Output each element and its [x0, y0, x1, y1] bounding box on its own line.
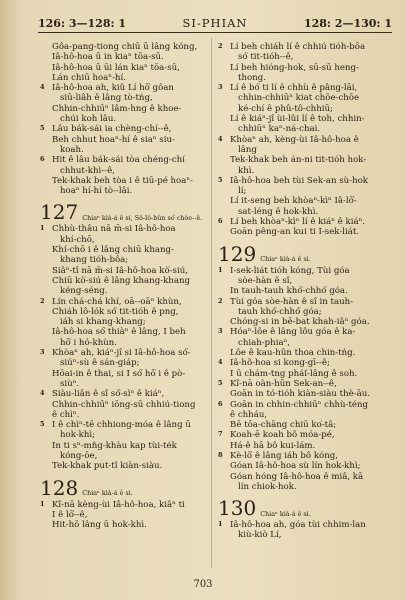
verse-line: Góan hóng Iâ-hô-hoa ê miâ, kā [230, 471, 364, 482]
verse [218, 135, 392, 176]
verse-line: tauh khó͘-chhó͘ góa; [238, 306, 322, 317]
hymn-tune-note: Chiaⁿ kià-á ê si, Sô-lô-bûn só͘ chòe--ê. [82, 213, 203, 222]
verse-line: koah. [60, 144, 84, 155]
verse [40, 297, 206, 348]
verse-line: siū-liâh ê lâng tò-tńg, [60, 93, 153, 104]
verse-number: 1 [40, 224, 45, 233]
verse [40, 83, 206, 124]
verse-number: 4 [218, 358, 223, 367]
verse-number: 5 [218, 175, 223, 184]
verse-line: Chiáh lô-lók só͘ tit-tióh ê png, [52, 306, 179, 317]
verse-line: Khòaⁿ ah, kiáⁿ-jî si Iâ-hô-hoa só͘- [52, 348, 191, 359]
verse-line: Koah-ē koah bô móa-pé, [230, 430, 335, 441]
verse-line: Chhin-chhiūⁿ lâm-hng ê khoe- [52, 103, 182, 114]
verse-number: 4 [40, 389, 45, 398]
verse-line: lâng [238, 144, 257, 155]
verse [218, 297, 392, 328]
verse-line: chhiūⁿ kaⁿ-ná-chai. [238, 124, 321, 135]
verse [218, 358, 392, 379]
verse-number: 1 [218, 265, 223, 274]
verse-line: Hit-hō lâng ū hok-khì. [52, 520, 147, 531]
verse-line: I ê lō͘--ê, [52, 509, 88, 520]
verse-line: Iâ-hô-hoa ah, kiû Lí hō͘ gôan [52, 83, 174, 94]
hymn-tune-note: Chiaⁿ kià-á ê si. [260, 255, 311, 264]
verse-line: chhin-chhiūⁿ kiat chōe-chōe [238, 93, 360, 104]
verse-number: 7 [218, 430, 223, 439]
verse-line: Lí beh chiáh lí ê chhiú tióh-bōa [230, 42, 366, 52]
verse-number: 5 [218, 378, 223, 387]
verse-line: Kì͘-nā oàn-hūn Sek-an--ê, [230, 378, 337, 389]
verse-line: Chhù-thâu nā m̄-si Iâ-hô-hoa [52, 224, 176, 235]
verse-line: lín chiok-hok. [238, 481, 297, 492]
verse-line: Tek-khak beh án-ni tit-tióh hok- [230, 155, 367, 166]
hymn-number: 129 [218, 241, 257, 266]
verse [218, 327, 392, 358]
verse-number: 1 [218, 520, 223, 529]
verse-line: só͘ tit-tióh--ê, [238, 52, 294, 63]
column-divider [211, 38, 212, 568]
verse [218, 217, 392, 238]
verse-line: Iâ-hô-hoa só͘ thiàⁿ ê lâng, I beh [52, 327, 186, 338]
verse-line: khí-chō, [60, 234, 95, 245]
verse-line: Siâⁿ-tî nā m̄-si Iâ-hô-hoa kò͘-siú, [52, 265, 188, 276]
verse-number: 3 [40, 348, 45, 357]
verse-line: Iâ-hô-hoa ū ūi lán kiaⁿ tōa-sū, [52, 62, 180, 73]
verse-line: iáh si khang-khang; [60, 317, 146, 328]
verse-line: Tùi góa sòe-hàn ê sî in tauh- [230, 296, 354, 307]
verse [40, 348, 206, 389]
hymn-tune-note: Chiaⁿ kià-á ê si. [260, 509, 311, 518]
header-rule [38, 32, 392, 33]
verse-line: Chhin-chhiūⁿ iōng-sū chhiú-tiong [52, 399, 196, 410]
verse-line: Í-sek-liát tióh kóng, Tùi góa [230, 265, 350, 276]
verse [218, 176, 392, 217]
verse-line: khang tióh-bôa; [60, 255, 129, 266]
verse-line: hok-khì; [60, 430, 96, 441]
verse-line: kiù-kiò Lí, [238, 530, 282, 541]
hymn-heading [40, 200, 206, 225]
right-column [218, 42, 392, 570]
verse [218, 430, 392, 451]
verse [40, 389, 206, 420]
verse-line: Tek-khak beh tòa i ê tiū-pé hoaⁿ- [52, 175, 193, 186]
verse-line: Siàu-liân ê sî só͘-sìⁿ ê kiáⁿ, [52, 389, 165, 400]
verse-number: 1 [40, 499, 45, 508]
verse-line: Há-ê hā bô kui-lám. [230, 440, 316, 451]
verse [40, 155, 206, 196]
verse-line: Chiū kò͘-siú ê lâng khang-khang [52, 275, 190, 286]
verse-line: In tauh-tauh khó͘-chhó͘ góa. [230, 286, 348, 297]
verse-line: khì. [238, 165, 255, 176]
verse-line: hō͘ i hó-khùn. [60, 337, 118, 348]
verse-line: Bē tōa-chāng chiū ko͘-tâ; [230, 420, 337, 431]
verse-line: kóng-ōe, [60, 450, 98, 461]
verse-number: 3 [218, 83, 223, 92]
hymn-heading [40, 475, 206, 500]
verse-line: hoaⁿ hí-hí tò--lâi. [60, 186, 133, 197]
verse [218, 400, 392, 431]
verse-line: chhut-khì--ê, [60, 165, 115, 176]
verse-line: I ū chám-tng phái͘-lâng ê soh. [230, 368, 358, 379]
verse-line: Goān in chhin-chhiūⁿ chhù-téng [230, 399, 369, 410]
verse [218, 266, 392, 297]
verse-line: Kè-lō͘ ê lâng iáh bô kóng, [230, 450, 338, 461]
verse-line: Chóng-si in bē-bat khah-iâⁿ góa. [230, 317, 370, 328]
verse-line: Khòaⁿ ah, kèng-ùi Iâ-hô-hoa ê [230, 134, 359, 145]
verse-line: Lí beh khòaⁿ-kìⁿ lí ê kiáⁿ ê kiáⁿ. [230, 217, 366, 228]
verse-line: ké-chí ê phû-tô-chhiū; [238, 103, 333, 114]
verse-line: ê chháu, [230, 409, 268, 420]
verse [40, 42, 206, 83]
verse [218, 520, 392, 541]
hymn-number: 127 [40, 200, 79, 225]
verse-number: 6 [218, 217, 223, 226]
verse-line: thong. [238, 72, 266, 83]
verse-number: 4 [40, 83, 45, 92]
verse-line: Lán chiū hoaⁿ-hí. [52, 72, 126, 83]
page-header [38, 14, 392, 32]
verse-line: lí; [238, 186, 247, 197]
verse-line: siùⁿ. [60, 378, 80, 389]
verse-line: Lâu bák-sái ia chèng-chí--ê, [52, 124, 172, 135]
verse [40, 420, 206, 471]
verse-line: I ê chìⁿ-tē chhiong-móa ê lâng ū [52, 420, 191, 431]
verse-line: Iâ-hô-hoa ah, góa tùi chhim-lan [230, 520, 366, 531]
verse [218, 83, 392, 134]
verse-line: Gôa-pang-tiong chiū ū lâng kóng, [52, 42, 198, 52]
verse-line: Beh chhut hoaⁿ-hí ê siaⁿ siu- [52, 134, 175, 145]
verse-line: Khí-chō i ê lâng chiū khang- [52, 245, 174, 256]
verse-line: Iâ-hô-hoa si kong-gī--ê; [230, 358, 330, 369]
verse-number: 5 [40, 124, 45, 133]
verse-line: Iâ-hô-hoa beh tùi Sek-an sù-hok [230, 175, 369, 186]
verse-line: sòe-hàn ê sî, [238, 275, 293, 286]
left-column [40, 42, 206, 570]
verse-number: 3 [218, 327, 223, 336]
verse-line: chúi koh lâu. [60, 114, 117, 125]
verse-line: Lí it-seng beh khòaⁿ-kìⁿ Iâ-lō͘- [230, 196, 357, 207]
verse-line: Góan Iâ-hô-hoa sù lín hok-khì; [230, 461, 361, 472]
hymn-tune-note: Chiaⁿ kià-á ê si. [82, 489, 133, 498]
verse [40, 500, 206, 531]
verse-line: siúⁿ-sù ê sán-giáp; [60, 358, 140, 369]
verse-number: 2 [218, 296, 223, 305]
verse-line: Iâ-hô-hoa ū in kiaⁿ tōa-sū. [52, 52, 164, 63]
verse-number: 2 [218, 42, 223, 50]
verse-number: 5 [40, 420, 45, 429]
verse-line: Kì͘-nā kèng-ùi Iâ-hô-hoa, kiâⁿ ti [52, 499, 185, 510]
hymn-number: 128 [40, 475, 79, 500]
verse-line: Hóaⁿ-lôe ê lâng lôu góa ê ka- [230, 327, 356, 338]
verse-line: Lí ê bó͘ ti lí ê chhù ê pâng-lāi, [230, 83, 358, 94]
verse [218, 379, 392, 400]
page-number: 703 [193, 579, 213, 590]
verse-line: Lín chá-chá khí, oā--oāⁿ khùn, [52, 296, 182, 307]
hymn-heading [218, 241, 392, 266]
verse-line: sat-léng ê hok-khì. [238, 206, 319, 217]
verse-line: ê chìⁿ. [52, 409, 80, 420]
verse-line: Hōai-in ê thai, si I só͘ hō͘ i ê pò- [52, 368, 186, 379]
verse-number: 4 [218, 134, 223, 143]
verse-number: 6 [218, 399, 223, 408]
verse-number: 8 [218, 450, 223, 459]
verse-line: Goān in tó-tióh kiàn-siàu thè-āu. [230, 389, 371, 400]
verse [218, 42, 392, 83]
verse-line: Goān pêng-an kui ti Í-sek-liát. [230, 227, 360, 238]
verse-number: 6 [40, 155, 45, 164]
hymn-heading [218, 496, 392, 521]
verse-number: 2 [40, 296, 45, 305]
verse [40, 224, 206, 296]
verse-line: chiah-phiaⁿ, [238, 337, 291, 348]
header-right-reference: 128: 2—130: 1 [303, 16, 392, 30]
hymn-number: 130 [218, 496, 257, 521]
verse-line: In ti sⁿ-mn̂g-khàu kap tùi-ték [52, 440, 177, 451]
verse-line: Lôe ê kau-hûn thoa chin-tńg. [230, 348, 356, 359]
header-left-reference: 126: 3—128: 1 [38, 16, 127, 30]
verse [40, 124, 206, 155]
verse-line: Lí ê kiáⁿ-jî ùi-lûi lí ê toh, chhin- [230, 114, 365, 125]
verse-line: Lí beh hióng-hok, sū-sū heng- [230, 62, 359, 73]
verse-line: Tek-khak put-tî kiàn-siàu. [52, 461, 163, 472]
verse [218, 451, 392, 492]
verse-line: kéng-séng. [60, 286, 108, 297]
header-title: SI-PHIAN [182, 16, 248, 30]
verse-line: Hit ê lâu bák-sái tòa chéng-chí [52, 155, 185, 166]
